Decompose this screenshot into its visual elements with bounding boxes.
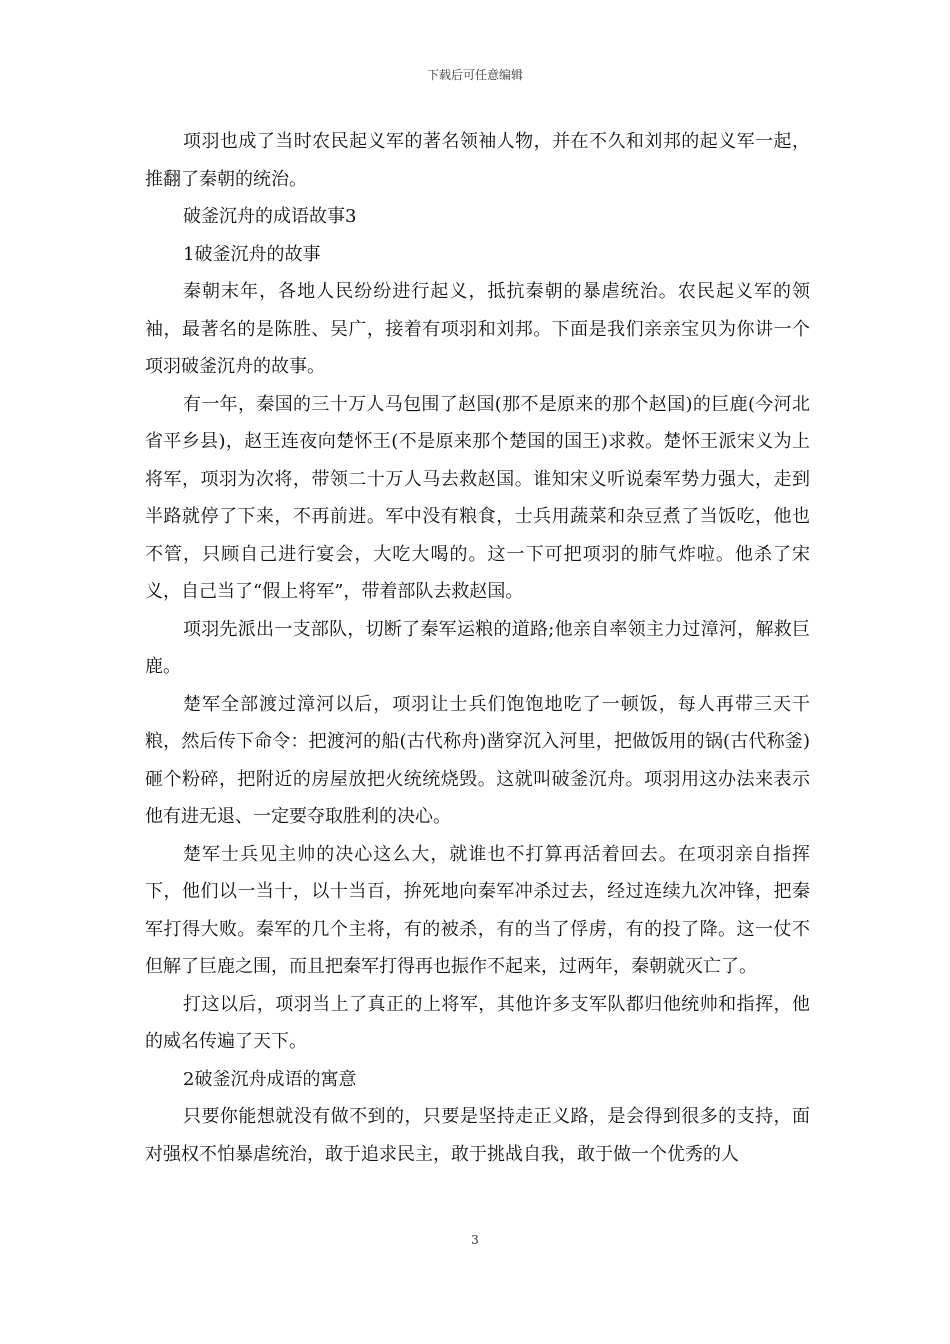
- paragraph: 有一年，秦国的三十万人马包围了赵国(那不是原来的那个赵国)的巨鹿(今河北省平乡县)，赵王连夜向楚怀王(不是原来那个楚国的国王)求救。楚怀王派宋义为上将军，项羽为次将，带领二十万人马去救赵国。谁知宋义听说秦军势力强大，走到半路就停了下来，不再前进。军中没有粮食，士兵用蔬菜和杂豆煮了当饭吃，他也不管，只顾自己进行宴会，大吃大喝的。这一下可把项羽的肺气炸啦。他杀了宋义，自己当了“假上将军”，带着部队去救赵国。: [145, 393, 810, 602]
- section-heading: 破釜沉舟的成语故事3: [183, 206, 357, 227]
- paragraph: 只要你能想就没有做不到的，只要是坚持走正义路，是会得到很多的支持，面对强权不怕暴虐统治，敢于追求民主，敢于挑战自我，敢于做一个优秀的人: [145, 1106, 810, 1165]
- paragraph: 楚军士兵见主帅的决心这么大，就谁也不打算再活着回去。在项羽亲自指挥下，他们以一当十，以十当百，拚死地向秦军冲杀过去，经过连续九次冲锋，把秦军打得大败。秦军的几个主将，有的被杀，有的当了俘虏，有的投了降。这一仗不但解了巨鹿之围，而且把秦军打得再也振作不起来，过两年，秦朝就灭亡了。: [145, 843, 810, 977]
- subsection-heading: 2破釜沉舟成语的寓意: [183, 1068, 357, 1090]
- paragraph: 打这以后，项羽当上了真正的上将军，其他许多支军队都归他统帅和指挥，他的威名传遍了天下。: [145, 993, 810, 1052]
- paragraph: 秦朝末年，各地人民纷纷进行起义，抵抗秦朝的暴虐统治。农民起义军的领袖，最著名的是陈胜、吴广，接着有项羽和刘邦。下面是我们亲亲宝贝为你讲一个项羽破釜沉舟的故事。: [145, 281, 810, 377]
- document-body: [145, 123, 810, 1173]
- paragraph: 楚军全部渡过漳河以后，项羽让士兵们饱饱地吃了一顿饭，每人再带三天干粮，然后传下命令：把渡河的船(古代称舟)凿穿沉入河里，把做饭用的锅(古代称釜)砸个粉碎，把附近的房屋放把火统统烧毁。这就叫破釜沉舟。项羽用这办法来表示他有进无退、一定要夺取胜利的决心。: [145, 693, 810, 827]
- paragraph: 项羽先派出一支部队，切断了秦军运粮的道路;他亲自率领主力过漳河，解救巨鹿。: [145, 618, 810, 677]
- page-number: 3: [471, 1233, 479, 1247]
- paragraph: 项羽也成了当时农民起义军的著名领袖人物，并在不久和刘邦的起义军一起，推翻了秦朝的统治。: [145, 131, 810, 190]
- subsection-heading: 1破釜沉舟的故事: [183, 243, 321, 265]
- page-header: 下载后可任意编辑: [426, 68, 523, 82]
